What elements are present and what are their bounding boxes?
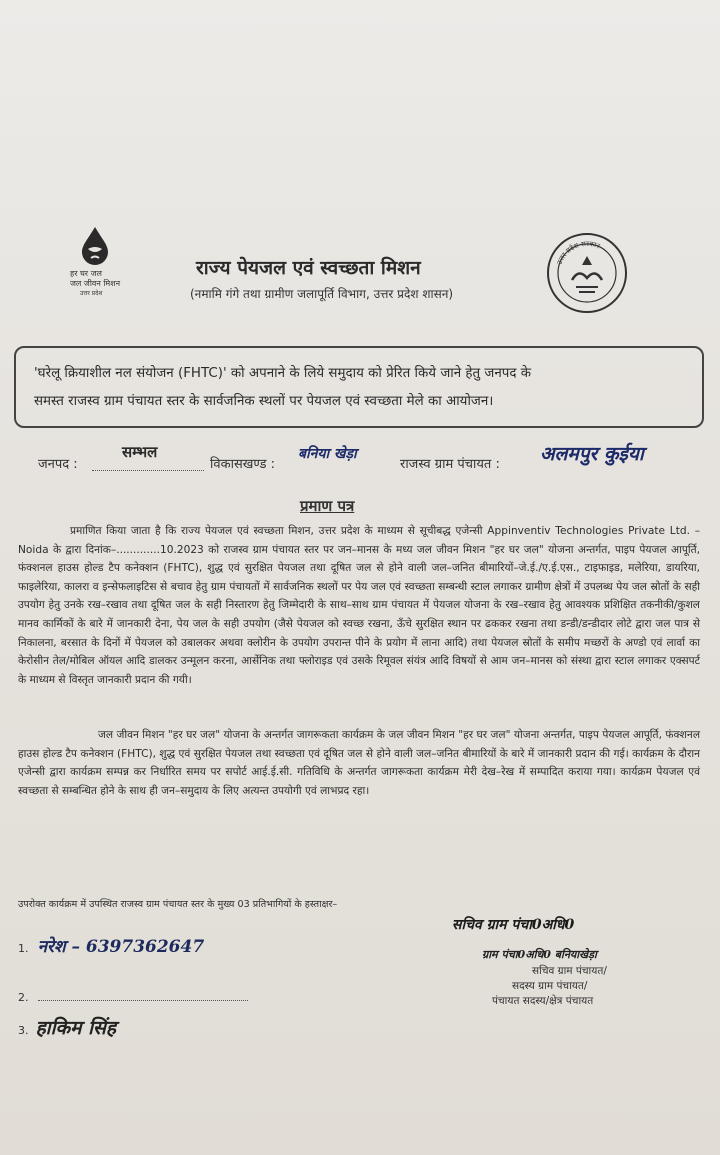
attendee-3-number: 3. xyxy=(18,1024,29,1037)
signatory-line-1: सचिव ग्राम पंचायत/ xyxy=(532,965,607,977)
attendee-1-number: 1. xyxy=(18,942,29,955)
certificate-paragraph-1: प्रमाणित किया जाता है कि राज्य पेयजल एवं स्वच्छता मिशन, उत्तर प्रदेश के माध्यम से सूचीबद्ध एजेन्सी Appinventiv Technologies Private Ltd. – Noida के द्वारा दिनांक–.............10.2023 को राजस्व ग्राम पंचायत स्तर पर जन–मानस के मध्य जल जीवन मिशन "हर घर जल" योजना अन्तर्गत, पाइप पेयजल आपूर्ति, फंक्शनल हाउस होल्ड टैप कनेक्शन (FHTC), शुद्ध एवं सुरक्षित पेयजल तथा दूषित जल से होने वाली जल–जनित बीमारियों–जे.ई./ए.ई.एस., टाइफाइड, मलेरिया, डायरिया, फाइलेरिया, कालरा व इन्सेफलाइटिस से बचाव हेतु ग्राम पंचायतों में सार्वजनिक स्थलों पर पेय जल एवं स्वच्छता सम्बन्धी स्टाल लगाकर ग्रामीण क्षेत्रों में उपलब्ध पेय जल स्रोतों के सही उपयोग हेतु उनके रख–रखाव तथा दूषित जल के सही निस्तारण हेतु जिम्मेदारी के साथ–साथ ग्राम पंचायत में पेयजल योजना के रख–रखाव हेतु आवश्यक प्रशिक्षित तकनीकी/कुशल मानव कार्मिकों के बारे में जानकारी देना, पेय जल के सही उपयोग (जैसे पेयजल को स्वच्छ रखना, ऊँचे सुरक्षित स्थान पर ढककर रखना तथा डन्डी/डन्डीदार लोटे द्वारा जल पात्र से निकालना, बरसात के दिनों में पेयजल को उबालकर अथवा क्लोरीन के उपयोग उपरान्त पीने के प्रयोग में लाना आदि) तथा पेयजल स्रोतों के समीप मच्छरों के अण्डो एवं लार्वा का केरोसीन तेल/मोबिल ऑयल आदि डालकर उन्मूलन करना, आर्सेनिक तथा फ्लोराइड एवं उसके रिमूवल संयंत्र आदि विषयों से आम जन–मानस को संस्था द्वारा स्टाल लगाकर एक्सपर्ट के माध्यम से विस्तृत जानकारी प्रदान की गयी। xyxy=(18,525,700,686)
har-ghar-jal-logo xyxy=(60,225,150,299)
banner-line1: 'घरेलू क्रियाशील नल संयोजन (FHTC)' को अपनाने के लिये समुदाय को प्रेरित किये जाने हेतु जनपद के xyxy=(34,366,532,381)
event-banner xyxy=(14,346,704,428)
district-label: जनपद : xyxy=(38,457,78,472)
banner-line2: समस्त राजस्व ग्राम पंचायत स्तर के सार्वजनिक स्थलों पर पेयजल एवं स्वच्छता मेले का आयोजन। xyxy=(34,394,494,409)
district-value: सम्भल xyxy=(122,443,158,461)
gram-panchayat-label: राजस्व ग्राम पंचायत : xyxy=(400,457,500,472)
water-drop-icon xyxy=(78,225,112,265)
attendee-2-line xyxy=(38,994,248,1001)
attendee-2-number: 2. xyxy=(18,991,29,1004)
signatory-block xyxy=(452,918,692,1009)
signatory-stamp: ग्राम पंचा0अधि0 बनियाखेड़ा xyxy=(482,948,597,961)
attendee-signature-2 xyxy=(18,986,248,1005)
certificate-title: प्रमाण पत्र xyxy=(300,497,355,515)
attendee-3-signature: हाकिम सिंह xyxy=(35,1017,116,1039)
block-value: बनिया खेड़ा xyxy=(298,446,357,462)
attendee-1-signature: नरेश – 6397362647 xyxy=(37,937,205,957)
page-subtitle: (नमामि गंगे तथा ग्रामीण जलापूर्ति विभाग, उत्तर प्रदेश शासन) xyxy=(190,287,454,301)
signatory-line-2: सदस्य ग्राम पंचायत/ xyxy=(512,980,588,992)
logo-text-line2: जल जीवन मिशन xyxy=(70,279,121,288)
attendee-signature-3 xyxy=(18,1014,116,1040)
logo-text-line3: उत्तर प्रदेश xyxy=(80,290,103,297)
certificate-paragraph-2: जल जीवन मिशन "हर घर जल" योजना के अन्तर्गत जागरूकता कार्यक्रम के जल जीवन मिशन "हर घर जल" योजना अन्तर्गत, पाइप पेयजल आपूर्ति, फंक्शनल हाउस होल्ड टैप कनेक्शन (FHTC), शुद्ध एवं सुरक्षित पेयजल तथा स्वच्छता एवं दूषित जल से होने वाली जल–जनित बीमारियों के बारे में जानकारी प्रदान की गई। कार्यक्रम के दौरान एजेन्सी द्वारा कार्यक्रम सम्पन्न कर निर्धारित समय पर सपोर्ट आई.ई.सी. गतिविधि के अन्तर्गत जागरूकता कार्यक्रम मेरी देख–रेख में सम्पादित कराया गया। कार्यक्रम पेयजल एवं स्वच्छता से सम्बन्धित होने के साथ ही जन–समुदाय के लिए अत्यन्त उपयोगी एवं लाभप्रद रहा। xyxy=(18,729,700,797)
block-label: विकासखण्ड : xyxy=(210,457,276,472)
logo-text-line1: हर घर जल xyxy=(70,269,102,278)
gram-panchayat-value: अलमपुर कुईया xyxy=(540,443,644,465)
signatory-scribble: सचिव ग्राम पंचा0अधि0 xyxy=(452,917,575,933)
attendee-signature-1 xyxy=(18,934,204,957)
emblem-text: उत्तर प्रदेश सरकार xyxy=(555,239,601,266)
up-government-emblem-icon xyxy=(546,232,628,314)
attendees-heading: उपरोक्त कार्यक्रम में उपस्थित राजस्व ग्राम पंचायत स्तर के मुख्य 03 प्रतिभागियों के हस्ताक्षर– xyxy=(18,899,338,910)
signatory-line-3: पंचायत सदस्य/क्षेत्र पंचायत xyxy=(492,995,594,1007)
page-title: राज्य पेयजल एवं स्वच्छता मिशन xyxy=(196,257,421,279)
